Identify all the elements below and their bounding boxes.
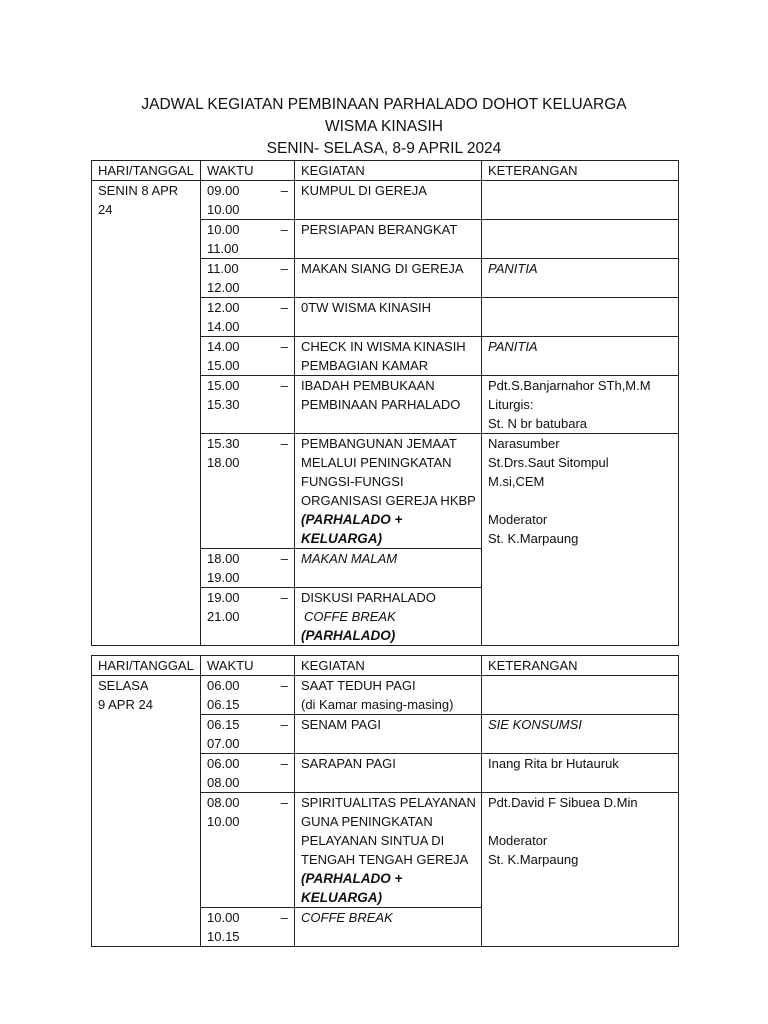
activity-cell: MAKAN SIANG DI GEREJA <box>295 259 482 298</box>
title-line-3: SENIN- SELASA, 8-9 APRIL 2024 <box>266 140 502 157</box>
day-line: SELASA <box>98 678 149 693</box>
time-dash: – <box>280 910 288 925</box>
time-cell <box>201 376 295 434</box>
note-line: Pdt.S.Banjarnahor STh,M.M <box>488 378 651 393</box>
activity-line: IBADAH PEMBUKAAN <box>301 378 435 393</box>
note-line: St. N br batubara <box>488 416 587 431</box>
time-cell <box>201 434 295 549</box>
note-cell <box>482 676 679 715</box>
time-cell <box>201 754 295 793</box>
time-end: 21.00 <box>207 609 240 624</box>
table-row <box>92 181 679 220</box>
note-spacer <box>488 812 674 831</box>
column-header-time: WAKTU <box>201 656 295 676</box>
time-start: 10.00 <box>207 222 240 237</box>
time-end: 12.00 <box>207 280 240 295</box>
column-header-activity: KEGIATAN <box>295 161 482 181</box>
time-dash: – <box>280 300 288 315</box>
time-end: 07.00 <box>207 736 240 751</box>
activity-cell: 0TW WISMA KINASIH <box>295 298 482 337</box>
activity-line: COFFE BREAK <box>304 609 396 624</box>
title-line-2: WISMA KINASIH <box>325 118 443 135</box>
table-row <box>92 676 679 715</box>
time-start: 12.00 <box>207 300 240 315</box>
time-cell <box>201 793 295 908</box>
column-header-day: HARI/TANGGAL <box>92 161 201 181</box>
note-line: Pdt.David F Sibuea D.Min <box>488 795 638 810</box>
time-dash: – <box>280 717 288 732</box>
day-cell <box>92 676 201 947</box>
time-end: 19.00 <box>207 570 240 585</box>
time-end: 10.00 <box>207 202 240 217</box>
activity-line: DISKUSI PARHALADO <box>301 590 436 605</box>
time-start: 06.15 <box>207 717 240 732</box>
activity-line: PEMBAGIAN KAMAR <box>301 358 429 373</box>
time-end: 10.00 <box>207 814 240 829</box>
time-cell <box>201 908 295 947</box>
activity-cell <box>295 337 482 376</box>
time-cell <box>201 588 295 646</box>
note-spacer <box>488 491 674 510</box>
note-cell: PANITIA <box>482 259 679 298</box>
time-dash: – <box>280 795 288 810</box>
activity-line: CHECK IN WISMA KINASIH <box>301 339 466 354</box>
activity-cell: COFFE BREAK <box>295 908 482 947</box>
activity-line: (di Kamar masing-masing) <box>301 697 454 712</box>
note-cell: SIE KONSUMSI <box>482 715 679 754</box>
table-header-row <box>92 656 679 676</box>
time-start: 18.00 <box>207 551 240 566</box>
note-line: St. K.Marpaung <box>488 852 579 867</box>
time-dash: – <box>280 222 288 237</box>
activity-cell <box>295 588 482 646</box>
activity-line: PEMBINAAN PARHALADO <box>301 397 461 412</box>
note-cell <box>482 181 679 220</box>
time-dash: – <box>280 551 288 566</box>
time-start: 14.00 <box>207 339 240 354</box>
time-cell <box>201 676 295 715</box>
day-cell: SENIN 8 APR 24 <box>92 181 201 646</box>
activity-cell <box>295 376 482 434</box>
activity-line: TENGAH TENGAH GEREJA <box>301 852 469 867</box>
activity-cell: KUMPUL DI GEREJA <box>295 181 482 220</box>
time-start: 11.00 <box>207 261 239 276</box>
time-cell <box>201 337 295 376</box>
column-header-activity: KEGIATAN <box>295 656 482 676</box>
note-cell: Inang Rita br Hutauruk <box>482 754 679 793</box>
activity-cell <box>295 434 482 549</box>
time-end: 15.30 <box>207 397 240 412</box>
activity-cell <box>295 676 482 715</box>
note-line: Moderator <box>488 512 548 527</box>
note-line: St. K.Marpaung <box>488 531 579 546</box>
note-line: Moderator <box>488 833 548 848</box>
activity-cell <box>295 793 482 908</box>
activity-line: SAAT TEDUH PAGI <box>301 678 416 693</box>
time-cell <box>201 298 295 337</box>
time-start: 10.00 <box>207 910 240 925</box>
audience-label: (PARHALADO) <box>301 628 396 643</box>
time-cell <box>201 549 295 588</box>
table-header-row <box>92 161 679 181</box>
day-line: 9 APR 24 <box>98 697 153 712</box>
audience-label: (PARHALADO + KELUARGA) <box>301 871 403 905</box>
time-start: 06.00 <box>207 756 240 771</box>
note-line: Narasumber <box>488 436 560 451</box>
time-start: 15.00 <box>207 378 240 393</box>
activity-cell: SARAPAN PAGI <box>295 754 482 793</box>
activity-line: MELALUI PENINGKATAN <box>301 455 452 470</box>
time-end: 08.00 <box>207 775 240 790</box>
time-dash: – <box>280 261 288 276</box>
column-header-notes: KETERANGAN <box>482 161 679 181</box>
time-start: 15.30 <box>207 436 240 451</box>
time-end: 11.00 <box>207 241 239 256</box>
activity-line: GUNA PENINGKATAN <box>301 814 433 829</box>
title-line-1: JADWAL KEGIATAN PEMBINAAN PARHALADO DOHOT KELUARGA <box>141 96 627 113</box>
note-line: St.Drs.Saut Sitompul <box>488 455 609 470</box>
time-cell <box>201 715 295 754</box>
time-dash: – <box>280 756 288 771</box>
note-cell: PANITIA <box>482 337 679 376</box>
time-start: 08.00 <box>207 795 240 810</box>
note-cell-merged <box>482 793 679 947</box>
time-start: 19.00 <box>207 590 240 605</box>
note-line: Liturgis: <box>488 397 534 412</box>
time-start: 09.00 <box>207 183 240 198</box>
time-cell <box>201 181 295 220</box>
note-line: M.si,CEM <box>488 474 545 489</box>
note-cell <box>482 220 679 259</box>
time-cell <box>201 259 295 298</box>
note-cell-merged <box>482 434 679 646</box>
activity-line: ORGANISASI GEREJA HKBP <box>301 493 476 508</box>
time-end: 14.00 <box>207 319 240 334</box>
time-dash: – <box>280 378 288 393</box>
activity-line: FUNGSI-FUNGSI <box>301 474 404 489</box>
activity-line: PEMBANGUNAN JEMAAT <box>301 436 457 451</box>
time-end: 06.15 <box>207 697 240 712</box>
time-end: 10.15 <box>207 929 240 944</box>
time-cell <box>201 220 295 259</box>
column-header-time: WAKTU <box>201 161 295 181</box>
note-cell <box>482 376 679 434</box>
column-header-day: HARI/TANGGAL <box>92 656 201 676</box>
column-header-notes: KETERANGAN <box>482 656 679 676</box>
note-cell <box>482 298 679 337</box>
audience-label: (PARHALADO + KELUARGA) <box>301 512 403 546</box>
time-end: 15.00 <box>207 358 240 373</box>
activity-cell: SENAM PAGI <box>295 715 482 754</box>
time-end: 18.00 <box>207 455 240 470</box>
schedule-table-day1 <box>91 160 679 646</box>
time-dash: – <box>280 678 288 693</box>
activity-line: PELAYANAN SINTUA DI <box>301 833 445 848</box>
schedule-table-day2 <box>91 655 679 947</box>
activity-cell: MAKAN MALAM <box>295 549 482 588</box>
time-dash: – <box>280 436 288 451</box>
time-dash: – <box>280 339 288 354</box>
time-start: 06.00 <box>207 678 240 693</box>
time-dash: – <box>280 183 288 198</box>
activity-line: SPIRITUALITAS PELAYANAN <box>301 795 476 810</box>
activity-cell: PERSIAPAN BERANGKAT <box>295 220 482 259</box>
time-dash: – <box>280 590 288 605</box>
